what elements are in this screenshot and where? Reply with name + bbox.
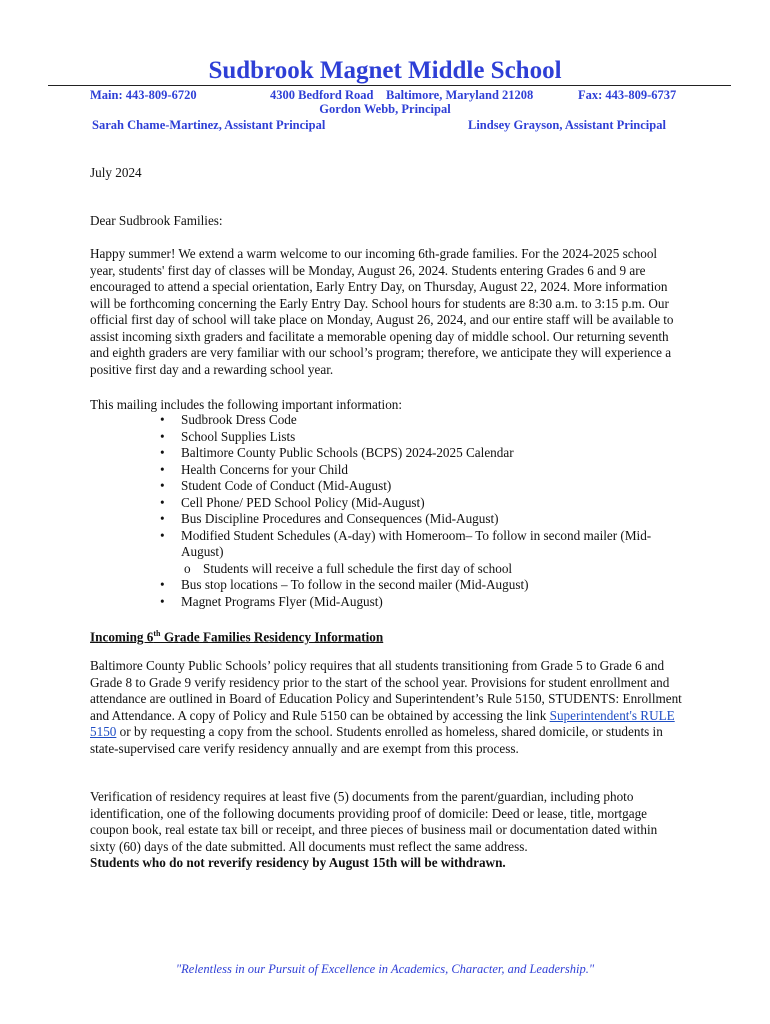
fax-number: Fax: 443-809-6737 [578, 88, 677, 102]
mailing-list [90, 412, 690, 610]
residency-text-before-link: Baltimore County Public Schools’ policy requires that all students transitioning from Grade 5 to Grade 6 and Grade 8 to Grade 9 verify residency prior to the start of the school year. Provisions for student enrollment and attendance are outlined in Board of Education Policy and Superintendent’s Rule 5150, STUDENTS: Enrollment and Attendance. A copy of Policy and Rule 5150 can be obtained by accessing the link [90, 658, 682, 723]
intro-paragraph: Happy summer! We extend a warm welcome to our incoming 6th-grade families. For the 2024-2025 school year, students' first day of classes will be Monday, August 26, 2024. Students entering Grades 6 and 9 are encouraged to attend a special orientation, Early Entry Day, on Thursday, August 22, 2024. More information will be forthcoming concerning the Early Entry Day. School hours for students are 8:30 a.m. to 3:15 p.m. Our official first day of school will take place on Monday, August 26, 2024, and our entire staff will be available to assist incoming sixth graders and facilitate a memorable opening day of middle school. Our returning seventh and eighth graders are very familiar with our school’s program; therefore, we anticipate they will experience a positive first day and a rewarding school year. [90, 246, 674, 377]
list-item: • Bus stop locations – To follow in the second mailer (Mid-August) [90, 577, 690, 594]
rule-5150-link[interactable]: Superintendent's RULE 5150 [90, 707, 675, 739]
residency-heading [90, 625, 383, 645]
list-item: • School Supplies Lists [90, 429, 690, 446]
assistant-principal-1: Sarah Chame-Martinez, Assistant Principal [92, 118, 326, 132]
header-divider [48, 85, 731, 86]
list-item: • Baltimore County Public Schools (BCPS) 2024-2025 Calendar [90, 445, 690, 462]
school-address: 4300 Bedford Road Baltimore, Maryland 21208 [270, 88, 534, 102]
list-item: • Student Code of Conduct (Mid-August) [90, 478, 690, 495]
residency-text-after-link: or by requesting a copy from the school. Students enrolled as homeless, shared domicile, or students in state-supervised care verify residency annually and are exempt from this process. [90, 724, 663, 756]
residency-heading-prefix: Incoming 6 [90, 629, 154, 645]
assistant-principal-2: Lindsey Grayson, Assistant Principal [468, 118, 666, 132]
list-item: • Bus Discipline Procedures and Consequences (Mid-August) [90, 511, 690, 528]
list-item-text: Modified Student Schedules (A-day) with Homeroom– To follow in second mailer (Mid-August) [181, 527, 652, 559]
principal-name: Gordon Webb, Principal [319, 102, 451, 116]
residency-warning: Students who do not reverify residency by August 15th will be withdrawn. [90, 855, 506, 870]
residency-paragraph-2: Verification of residency requires at least five (5) documents from the parent/guardian, including photo identification, one of the following documents providing proof of domicile: Deed or lease, title, mortgage coupon book, real estate tax bill or receipt, and three pieces of business mail or documentation dated within sixty (60) days of the date submitted. All documents must reflect the same address. [90, 789, 658, 854]
residency-paragraph-1 [90, 658, 682, 757]
residency-heading-sup: th [153, 629, 161, 638]
list-item: • Magnet Programs Flyer (Mid-August) [90, 594, 690, 611]
list-item: • Health Concerns for your Child [90, 462, 690, 479]
list-item: • Cell Phone/ PED School Policy (Mid-August) [90, 495, 690, 512]
letter-date: July 2024 [90, 165, 142, 180]
school-name: Sudbrook Magnet Middle School [208, 57, 562, 84]
list-item: • Sudbrook Dress Code [90, 412, 690, 429]
sub-list [181, 561, 690, 578]
list-item [90, 528, 690, 578]
letter-greeting: Dear Sudbrook Families: [90, 213, 223, 228]
mailing-intro: This mailing includes the following important information: [90, 397, 403, 412]
sub-list-item: o Students will receive a full schedule the first day of school [181, 561, 690, 578]
school-motto: "Relentless in our Pursuit of Excellence in Academics, Character, and Leadership." [175, 962, 595, 976]
main-phone: Main: 443-809-6720 [90, 88, 197, 102]
residency-heading-suffix: Grade Families Residency Information [160, 629, 384, 645]
